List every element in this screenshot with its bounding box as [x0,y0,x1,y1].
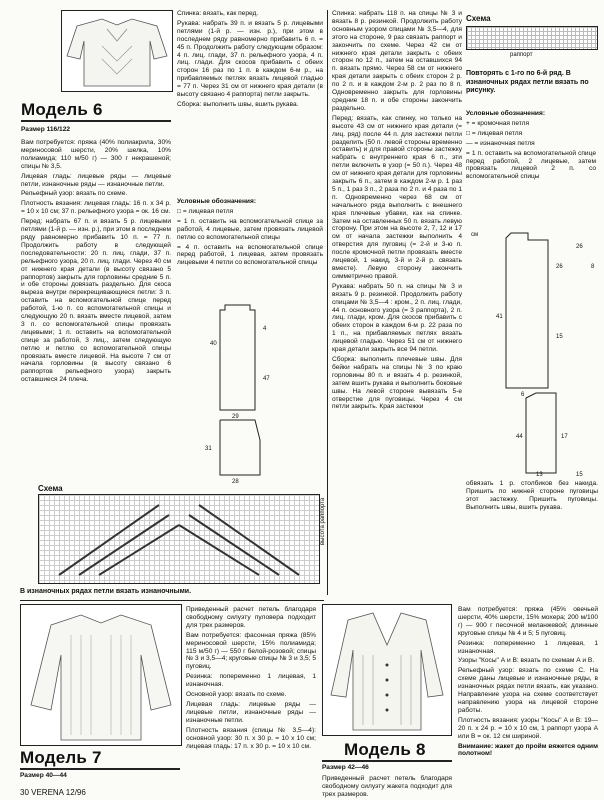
model6-schema-grid [38,494,320,584]
jacket-illustration [323,605,451,735]
col4-schema-grid [466,26,598,50]
paragraph: Сборка: выполнить швы, вшить рукава. [177,100,299,108]
rapport-label: раппорт [510,52,533,58]
model6-title-rule [21,120,171,122]
model8-body-column [332,10,462,413]
model7-pattern-pieces [466,228,600,478]
paragraph: Перед: набрать 67 п. и вязать 5 р. лицевыми петлями (1-й р. — изн. р.), при этом в последнем ряду равномерно прибавить 10 п. = 77 п. Продолжить работу в следующей последовательности: 20 п. лиц. глади, 37 п. рельефного узора, 20 п. лиц. глади. Через 40 см от нижнего края детали (в высоту связано 5 раппортов) закрыть для горловины средние 5 п. и обе стороны довязать раздельно. Для скоса выреза внутри перекрещивающиеся петли: 3 п. оставить на вспомогательной спице перед работой, 1-ю п. со вспомогательной спицы и следующую 20 п. вязать вместе лицевой, затем 3 п. со вспомогательной спицы провязать лицевыми; 1 п. оставить на вспомогательной спице за работой, 3 лиц., затем следующую петлю и петлю со вспомогательной спицы провязать вместе лицевой. На высоте 7 см от начала горловины (в высоту связано 6 раппортов рельефного узора) закрыть оставшиеся 24 плеча. [21,218,171,384]
paragraph: Приведенный расчет петель благодаря свободному силуэту пуловера подходит для трех размеров. [186,606,316,629]
legend-title: Условные обозначения: [177,198,257,205]
body-piece-outline [506,233,548,388]
legend-item: □ = лицевая петля [466,129,523,137]
paragraph: Внимание: жакет до пройм вяжется одним полотном! [458,742,598,758]
dim-label: 26 [556,264,563,270]
sweater-illustration [62,11,172,91]
model6-pattern-pieces [200,300,325,485]
paragraph: Вам потребуется: фасонная пряжа (85% мериносовой шерсти, 15% полиамида; 115 м/50 г) — 550 г белой-розовой; спицы № 3 и 3,5—4; круговые спицы № 3 и 3,5; 5 пуговиц. [186,631,316,671]
paragraph: Плотность вязания: узоры "Косы" А и В: 19—20 п. х 24 р. = 10 х 10 см, 1 раппорт узора А или В = ок. 12 см шириной. [458,716,598,740]
paragraph: Вам потребуется: пряжа (45% овечьей шерсти, 40% шерсти, 15% мохера; 200 м/100 г) — 900 г песочной меланжевой; длинные круговые спицы № 4 и 5; 5 пуговиц. [458,606,598,637]
dim-label: 40 [210,341,217,347]
paragraph: Резинка: попеременно 1 лицевая, 1 изнаночная. [458,639,598,655]
column-divider [327,10,328,595]
model8-title: Модель 8 [344,740,426,759]
paragraph: Рукава: набрать 50 п. на спицы № 3 и вязать 9 р. резинкой. Продолжить работу спицами № 3,5—4 : кром., 2 п. лиц. глади, 44 п. основного узора (= 3 раппорта), 2 п. лиц. глади, кром. Для скосов прибавить с обеих сторон в каждом 6-м р. 22 раза по 1 п., на прибавляемых петлях вязать лицевой гладью. Через 51 см от нижнего края детали закрыть все 94 петли. [332,282,462,354]
cable-chart [39,495,319,583]
paragraph: Плотность вязания (спицы № 3,5—4): основной узор: 30 п. х 30 р. = 10 х 10 см; лицевая гладь: 17 п. х 30 р. = 10 х 10 см. [186,726,316,750]
legend-item: = 1 п. оставить на вспомогательной спице перед работой, 2 лицевые, затем провязать лицевой 2 п. со вспомогательной спицы [466,149,596,181]
model6-schema-side-label: высота раппорта [320,497,326,545]
model6-size: Размер 116/122 [21,126,71,133]
model7-title: Модель 7 [20,748,102,767]
paragraph: Лицевая гладь: лицевые ряды — лицевые петли, изнаночные ряды — изнаночные петли. [21,172,171,188]
paragraph: Перед: вязать, как спинку, но только на высоте 43 см от нижнего края детали (= лиц. ряд) после 44 п. для застежки петли разделить (50 п. левой стороны временно оставить) и для правой стороны застежку набрать с внутреннего края 6 п., эти петли включить в узор (= 50 п.). Через 48 см от нижнего края детали для горловины закрыть 6 п., затем в каждом 2-м р. 1 раз 5 п., 1 раз 3 п., 2 раза по 2 п. и 4 раза по 1 п. Одновременно через 68 см от начального ряда выполнить с внешнего края плечевые убавки, как на спинке. Затем на оставленных 50 п. вязать левую сторону. При этом на высоте 2, 7, 12 и 17 см от начала застежки выполнить 4 отверстия для пуговиц (= 2-й и 3-ю п. после кромочной петли провязать вместе лицевой, 1 накид, 3-й и 2-й р. связать вместе). Левую сторону закончить симметрично правой. [332,114,462,280]
model8-intro: Приведенный расчет петель благодаря свободному силуэту жакета подходит для трех размеров. [322,775,452,798]
legend-item: □ = лицевая петля [177,207,234,215]
paragraph: Лицевая гладь: лицевые ряды — лицевые петли, изнаночные ряды — изнаночные петли. [186,700,316,724]
dim-label: 31 [205,446,212,452]
dim-label: 29 [232,414,239,420]
pullover-illustration [21,605,181,745]
paragraph: Плотность вязания: лицевая гладь: 16 п. х 34 р. = 10 х 10 см; 37 п. рельефного узора = ок. 16 см. [21,200,171,216]
model8-size: Размер 42—46 [322,764,369,771]
model6-title: Модель 6 [21,100,103,119]
model8-photo [322,604,452,736]
sleeve-piece-outline [220,420,260,475]
paragraph: Рукава: набрать 39 п. и вязать 5 р. лицевыми петлями (1-й р. — изн. р.), при этом в последнем ряду равномерно прибавить 6 п. = 45 п. Продолжить работу следующим образом: 4 п. лиц. глади, 37 п. рельефного узора, 4 п. лиц. глади. Для скосов прибавить с обеих сторон 16 раз по 1 п. в каждом 6-м р., на прибавляемых петлях вязать лицевой гладью = 77 п. Через 31 см от нижнего края детали (в высоту связано 4 раппорта) петли закрыть. [177,19,323,99]
legend-item: + = кромочная петля [466,119,530,127]
dim-label: 28 [232,479,239,485]
paragraph: Спинка: вязать, как перед. [177,10,259,17]
dim-label: 41 [496,314,503,320]
model6-column-1 [21,139,171,386]
model6-schema-note: В изнаночных рядах петли вязать изнаночными. [20,588,192,595]
model6-bottom-rule [20,600,324,601]
model8-text-column [458,606,598,760]
dim-label: 26 [576,244,583,250]
paragraph: Вам потребуется: пряжа (40% полиакрила, 30% мериносовой шерсти, 20% шелка, 10% полиамида; 110 м/50 г) — 300 г некрашеной; спицы № 3,5. [21,139,171,170]
dim-label: 4 [263,326,267,332]
model8-title-rule [322,760,452,762]
dim-label: 47 [263,376,270,382]
paragraph: Узоры "Косы" А и В: вязать по схемам А и В. [458,657,595,665]
legend-item: = 4 п. оставить на вспомогательной спице перед работой, 1 лицевая, затем провязать лицевыми 4 петли со вспомогательной спицы [177,243,323,267]
legend-item: = 1 п. оставить на вспомогательной спице за работой, 4 лицевые, затем провязать лицевой петлю со вспомогательной спицы [177,217,323,241]
model6-schema-label: Схема [38,484,63,493]
model7-text-column [186,606,316,752]
model7-photo [20,604,182,746]
sleeve-piece-outline [526,393,556,473]
legend-item: — = изнаночная петля [466,139,535,147]
dim-label: 6 [521,392,525,398]
model6-photo [61,10,173,92]
legend-title: Условные обозначения: [466,110,546,117]
dim-label: 15 [576,472,583,478]
dim-label: 17 [561,434,568,440]
paragraph: Основной узор: вязать по схеме. [186,691,287,699]
model6-column-2 [177,10,323,111]
dim-label: 13 [536,472,543,478]
paragraph: Рельефный узор: вязать по схеме. [21,190,128,198]
paragraph: Спинка: набрать 118 п. на спицы № 3 и вязать 8 р. резинкой. Продолжить работу основным узором спицами № 3,5—4, для этого на стороне, 9 раз связать раппорт и закончить по схеме. Через 42 см от нижнего края детали закрыть с обеих сторон по 12 п., затем на оставшихся 94 п. вязать прямо. Через 58 см от нижнего края детали закрыть с обеих сторон 2 р. по 2 п. и в каждом 2-м р. 2 раз по 8 п. Одновременно закрыть для горловины средние 18 п. и обе стороны закончить раздельно. [332,10,462,112]
page-footer: 30 VERENA 12/96 [20,788,86,797]
paragraph: Рельефный узор: вязать по схеме С. На схеме даны лицевые и изнаночные ряды, в изнаночных рядах петли вязать, как указано. Направление узора на схеме соответствует направлению узора на лицевой стороне работы. [458,667,598,714]
dim-label: 44 [516,434,523,440]
dim-label: 8 [591,264,595,270]
model7-title-rule [20,768,180,770]
paragraph: Резинка: попеременно 1 лицевая, 1 изнаночная. [186,673,316,689]
dim-label: 15 [556,334,563,340]
paragraph: Сборка: выполнить плечевые швы. Для бейки набрать на спицы № 3 по краю горловины 80 п. и вязать 4 р. резинкой, затем вшить рукава и выполнить боковые швы. На левой стороне вывязать 5-е отверстие для пуговицы. Через 4 см петли закрыть. Края застежки [332,355,462,411]
front-piece-outline [220,305,255,410]
col4-schema-label: Схема [466,14,491,23]
col4-repeat-note: Повторять с 1-го по 6-й ряд. В изнаночных рядах петли вязать по рисунку. [466,70,589,94]
model7-size: Размер 40—44 [20,772,67,779]
col4-closing-text: обвязать 1 р. столбиков без накида. Пришить по нижней стороне пуговицы этот застежку. Пришить пуговицы. Выполнить швы, вшить рукава. [466,480,598,511]
col4-legend [466,110,596,183]
model6-legend [177,198,323,269]
cm-label: см [471,232,479,238]
